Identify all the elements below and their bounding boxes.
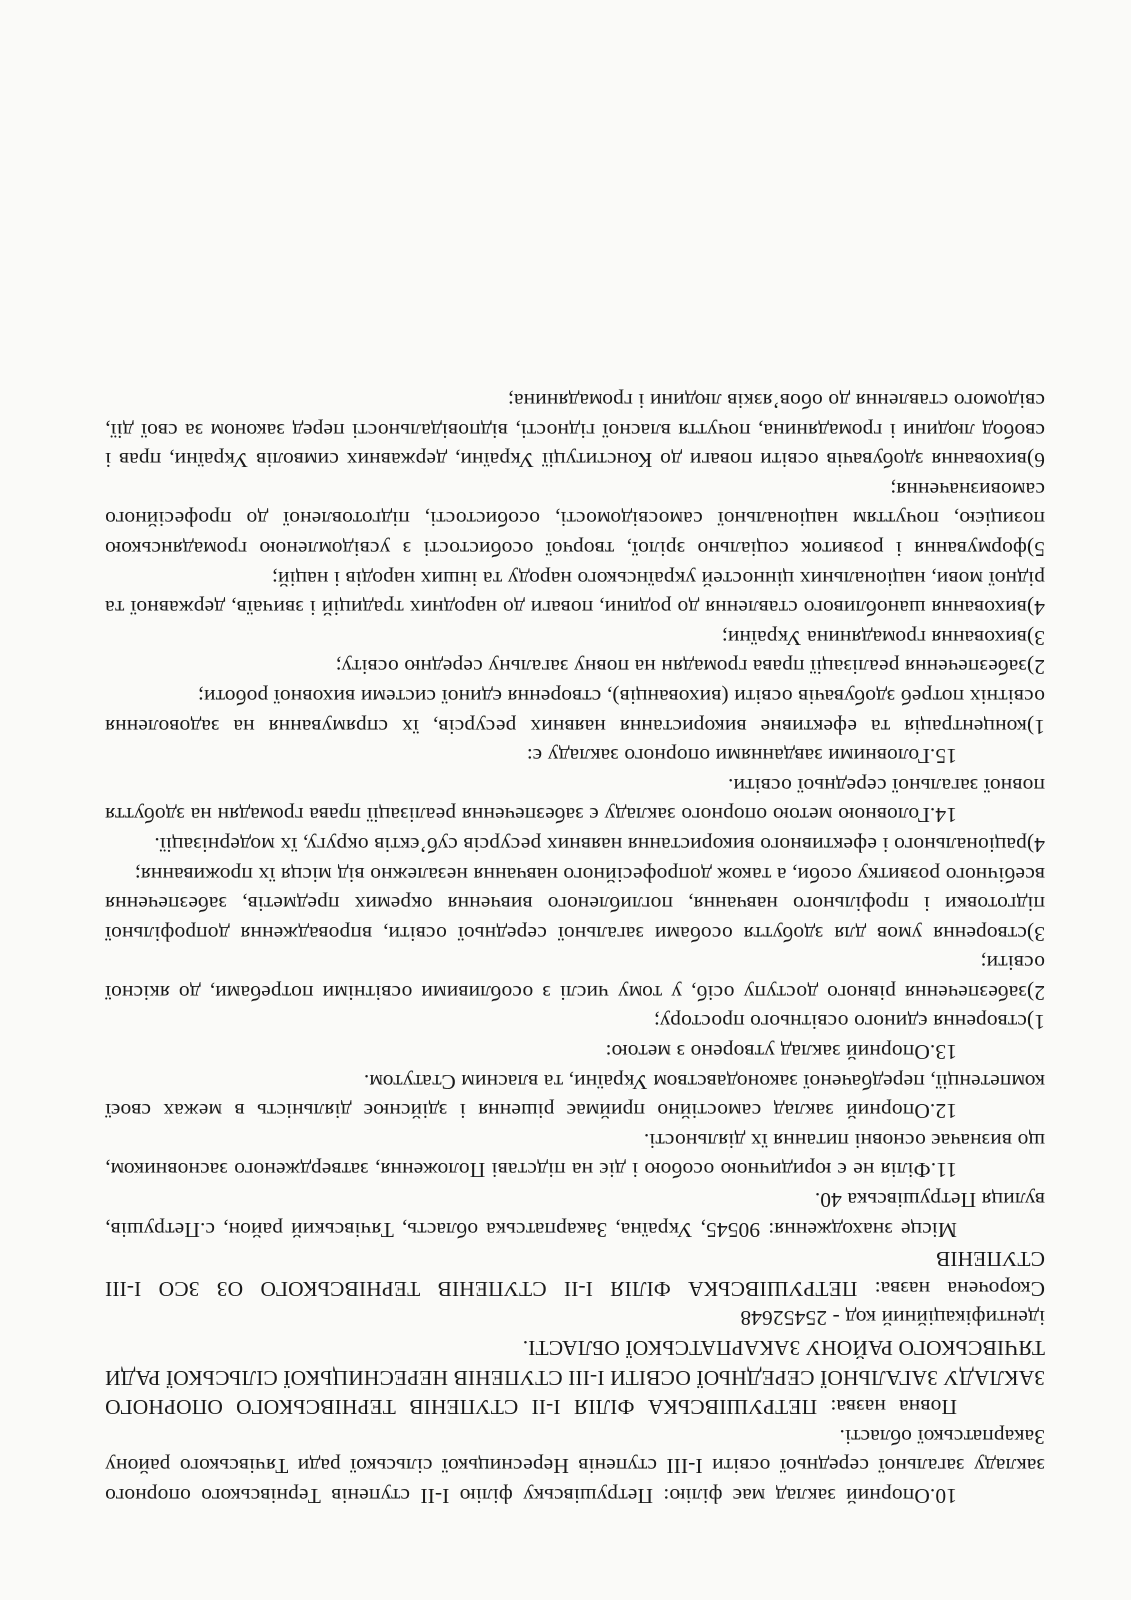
document-body [105,385,1045,1510]
paragraph-15-item-1: 1)концентрація та ефективне використання наявних ресурсів, їх спрямування на задоволення освітніх потреб здобувачів освіти (вихованців), створення єдиної системи виховної роботи; [105,684,1045,739]
paragraph-12: 12.Опорний заклад самостійно приймає рішення і здійснює діяльність в межах своєї компетенції, передбаченої законодавством України, та власним Статутом. [105,1069,1045,1124]
full-name: Повна назва: ПЕТРУШІВСЬКА ФІЛІЯ I-II СТУПЕНІВ ТЕРНІВСЬКОГО ОПОРНОГО ЗАКЛАДУ ЗАГАЛЬНОЇ СЕРЕДНЬОЇ ОСВІТИ I-III СТУПЕНІВ НЕРЕСНИЦЬКОЇ СІЛЬСЬКОЇ РАДИ ТЯЧІВСЬКОГО РАЙОНУ ЗАКАРПАТСЬКОЇ ОБЛАСТІ. [105,1336,1045,1420]
paragraph-14: 14.Головною метою опорного закладу є забезпечення реалізації права громадян на здобуття повної загальної середньої освіти. [105,773,1045,828]
paragraph-15-item-4: 4)виховання шанобливого ставлення до родини, поваги до народних традицій і звичаїв, державної та рідної мови, національних цінностей українського народу та інших народів і націй; [105,566,1045,621]
paragraph-10: 10.Опорний заклад має філію: Петрушівську філію I-II ступенів Тернівського опорного закладу загальної середньої освіти I-III ступенів Нересницької сільської ради Тячівського району Закарпатської області. [105,1424,1045,1508]
paragraph-15-item-6: 6)виховання здобувачів освіти поваги до Конституції України, державних символів України, прав і свобод людини і громадянина, почуття власної гідності, відповідальності перед законом за свої дії, свідомого ставлення до обов’язків людини і громадянина; [105,389,1045,473]
paragraph-13-item-4: 4)раціонального і ефективного використання наявних ресурсів суб’єктів округу, їх модернізації. [154,832,1045,857]
paragraph-11: 11.Філія не є юридичною особою і діє на підставі Положення, затвердженого засновником, що визначає основні питання їх діяльності. [105,1128,1045,1183]
paragraph-15: 15.Головними завданнями опорного закладу є: [526,744,957,769]
paragraph-15-item-3: 3)виховання громадянина України; [721,625,1045,650]
location: Місце знаходження: 90545, Україна, Закарпатська область, Тячівський район, с.Петрушів, вулиця Петрушівська 40. [105,1188,1045,1242]
identification-code: ідентифікаційний код - 25452648 [740,1306,1045,1331]
paragraph-13-item-2: 2)забезпечення рівного доступу осіб, у тому числі з особливими освітніми потребами, до якісної освіти; [105,951,1045,1005]
paragraph-15-item-2: 2)забезпечення реалізації права громадян на повну загальну середню освіту; [335,655,1045,680]
paragraph-13: 13.Опорний заклад утворено з метою: [605,1040,957,1065]
paragraph-15-item-5: 5)формування і розвиток соціально зрілої, творчої особистості з усвідомленою громадянською позицією, почуттям національної самосвідомості, особистості, підготовленої до професійного самовизначення; [105,477,1045,561]
short-name: Скорочена назва: ПЕТРУШІВСЬКА ФІЛІЯ I-II СТУПЕНІВ ТЕРНІВСЬКОГО ОЗ ЗСО I-III СТУПЕНІВ [105,1247,1045,1301]
paragraph-13-item-3: 3)створення умов для здобуття особами загальної середньої освіти, впровадження допрофільної підготовки і профільного навчання, поглибленого вивчення окремих предметів, забезпечення всебічного розвитку особи, а також допрофесійного навчання незалежно від місця їх проживання; [105,862,1045,946]
paragraph-13-item-1: 1)створення єдиного освітнього простору; [653,1010,1045,1035]
